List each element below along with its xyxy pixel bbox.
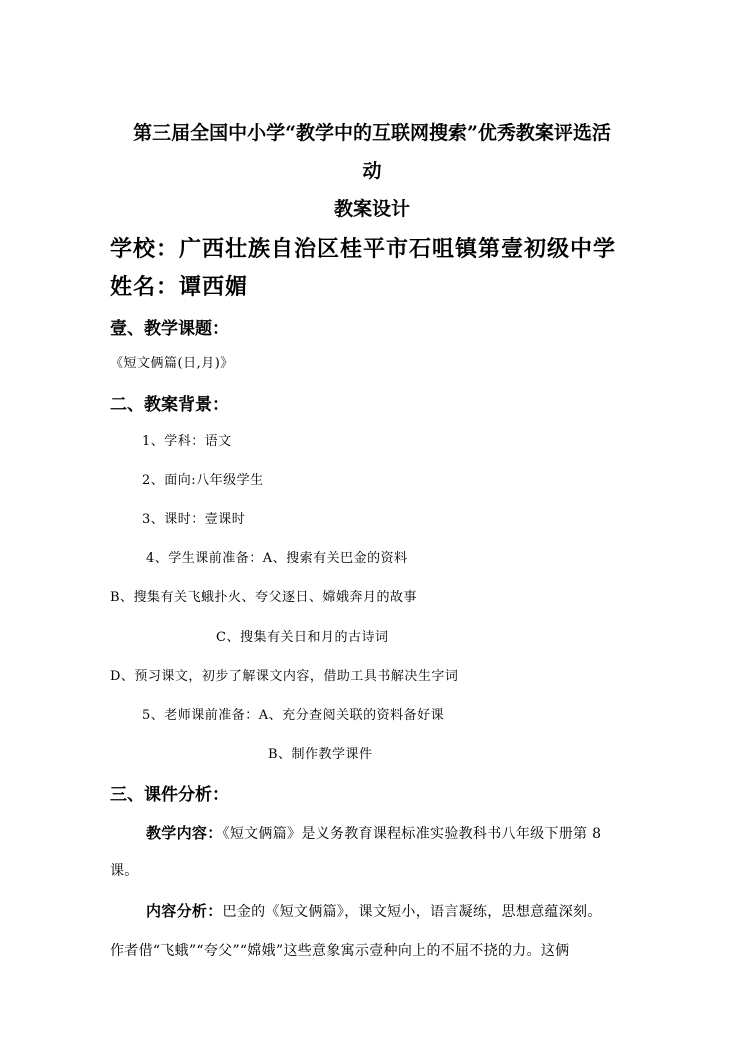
analysis-label: 内容分析： bbox=[146, 902, 223, 920]
list-item: 4、学生课前准备：A、搜索有关巴金的资料 bbox=[146, 551, 408, 566]
section1-text: 《短文俩篇(日,月)》 bbox=[110, 356, 234, 371]
section3-heading: 三、课件分析： bbox=[110, 785, 229, 805]
list-item: 5、老师课前准备：A、充分查阅关联的资料备好课 bbox=[142, 708, 445, 723]
list-item: B、制作教学课件 bbox=[268, 747, 373, 762]
analysis-paragraph-cont: 作者借“飞蛾”“夸父”“嫦娥”这些意象寓示壹种向上的不屈不挠的力。这俩 bbox=[110, 943, 570, 959]
list-item: 3、课时：壹课时 bbox=[142, 512, 246, 527]
content-paragraph bbox=[146, 822, 601, 843]
list-item: 2、面向:八年级学生 bbox=[142, 473, 264, 488]
list-item: C、搜集有关日和月的古诗词 bbox=[216, 630, 389, 645]
list-item: B、搜集有关飞蛾扑火、夸父逐日、嫦娥奔月的故事 bbox=[110, 590, 418, 605]
doc-title-line1: 第三届全国中小学“教学中的互联网搜索”优秀教案评选活 bbox=[133, 122, 611, 144]
school-line: 学校：广西壮族自治区桂平市石咀镇第壹初级中学 bbox=[110, 236, 617, 262]
analysis-text: 巴金的《短文俩篇》，课文短小，语言凝练，思想意蕴深刻。 bbox=[222, 904, 602, 920]
author-line: 姓名：谭西媚 bbox=[110, 274, 249, 300]
doc-subtitle: 教案设计 bbox=[333, 198, 410, 220]
section1-heading: 壹、教学课题： bbox=[110, 319, 229, 339]
list-item: 1、学科：语文 bbox=[142, 434, 232, 449]
content-text: 《短文俩篇》是义务教育课程标准实验教科书八年级下册第 8 bbox=[222, 826, 602, 842]
doc-title-line2: 动 bbox=[362, 160, 382, 182]
analysis-paragraph bbox=[146, 900, 602, 921]
list-item: D、预习课文，初步了解课文内容，借助工具书解决生字词 bbox=[110, 669, 459, 684]
content-paragraph-cont: 课。 bbox=[110, 863, 139, 879]
section2-heading: 二、教案背景： bbox=[110, 395, 229, 415]
content-label: 教学内容： bbox=[146, 824, 223, 842]
